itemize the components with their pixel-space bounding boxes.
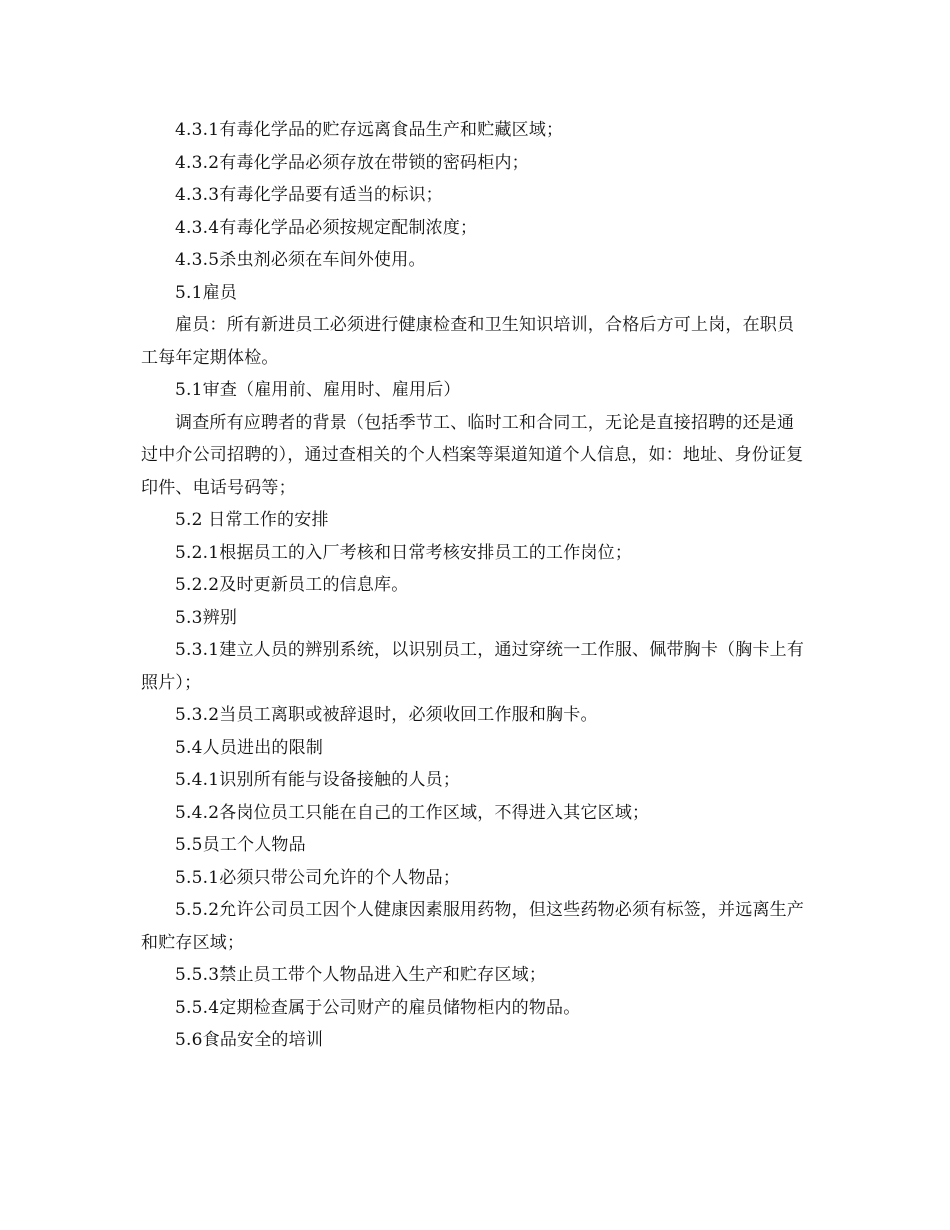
document-body — [141, 114, 809, 1057]
heading-5-6-food-safety-training: 5.6食品安全的培训 — [175, 1030, 324, 1050]
paragraph-5-5-1: 5.5.1必须只带公司允许的个人物品； — [175, 867, 461, 888]
paragraph-5-4-2: 5.4.2各岗位员工只能在自己的工作区域，不得进入其它区域； — [175, 802, 650, 823]
paragraph-5-3-2: 5.3.2当员工离职或被辞退时，必须收回工作服和胸卡。 — [175, 705, 598, 725]
paragraph-4-3-4: 4.3.4有毒化学品必须按规定配制浓度； — [175, 217, 478, 238]
heading-5-4-access-limits: 5.4人员进出的限制 — [175, 737, 324, 758]
heading-5-2-daily-work: 5.2 日常工作的安排 — [175, 510, 329, 530]
paragraph-4-3-5: 4.3.5杀虫剂必须在车间外使用。 — [175, 250, 426, 270]
paragraph-4-3-3: 4.3.3有毒化学品要有适当的标识； — [175, 185, 443, 205]
paragraph-4-3-2: 4.3.2有毒化学品必须存放在带锁的密码柜内； — [175, 152, 529, 173]
paragraph-employees-body: 雇员：所有新进员工必须进行健康检查和卫生知识培训，合格后方可上岗，在职员工每年定期体检。 — [141, 315, 795, 368]
paragraph-5-5-3: 5.5.3禁止员工带个人物品进入生产和贮存区域； — [175, 965, 547, 985]
paragraph-5-4-1: 5.4.1识别所有能与设备接触的人员； — [175, 770, 461, 790]
paragraph-4-3-1: 4.3.1有毒化学品的贮存远离食品生产和贮藏区域； — [175, 120, 564, 140]
heading-5-1-review: 5.1审查（雇用前、雇用时、雇用后） — [175, 380, 461, 400]
paragraph-5-5-2: 5.5.2允许公司员工因个人健康因素服用药物，但这些药物必须有标签，并远离生产和贮存区域； — [141, 900, 805, 953]
paragraph-5-5-4: 5.5.4定期检查属于公司财产的雇员储物柜内的物品。 — [175, 997, 581, 1018]
heading-5-3-identification: 5.3辨别 — [175, 607, 238, 628]
paragraph-5-2-2: 5.2.2及时更新员工的信息库。 — [175, 575, 409, 595]
paragraph-5-2-1: 5.2.1根据员工的入厂考核和日常考核安排员工的工作岗位； — [175, 542, 633, 563]
heading-5-5-personal-items: 5.5员工个人物品 — [175, 835, 306, 855]
paragraph-review-body: 调查所有应聘者的背景（包括季节工、临时工和合同工，无论是直接招聘的还是通过中介公司招聘的），通过查相关的个人档案等渠道知道个人信息，如：地址、身份证复印件、电话号码等； — [141, 412, 804, 498]
paragraph-5-3-1: 5.3.1建立人员的辨别系统，以识别员工，通过穿统一工作服、佩带胸卡（胸卡上有照片）； — [141, 640, 805, 693]
heading-5-1-employees: 5.1雇员 — [175, 282, 238, 303]
